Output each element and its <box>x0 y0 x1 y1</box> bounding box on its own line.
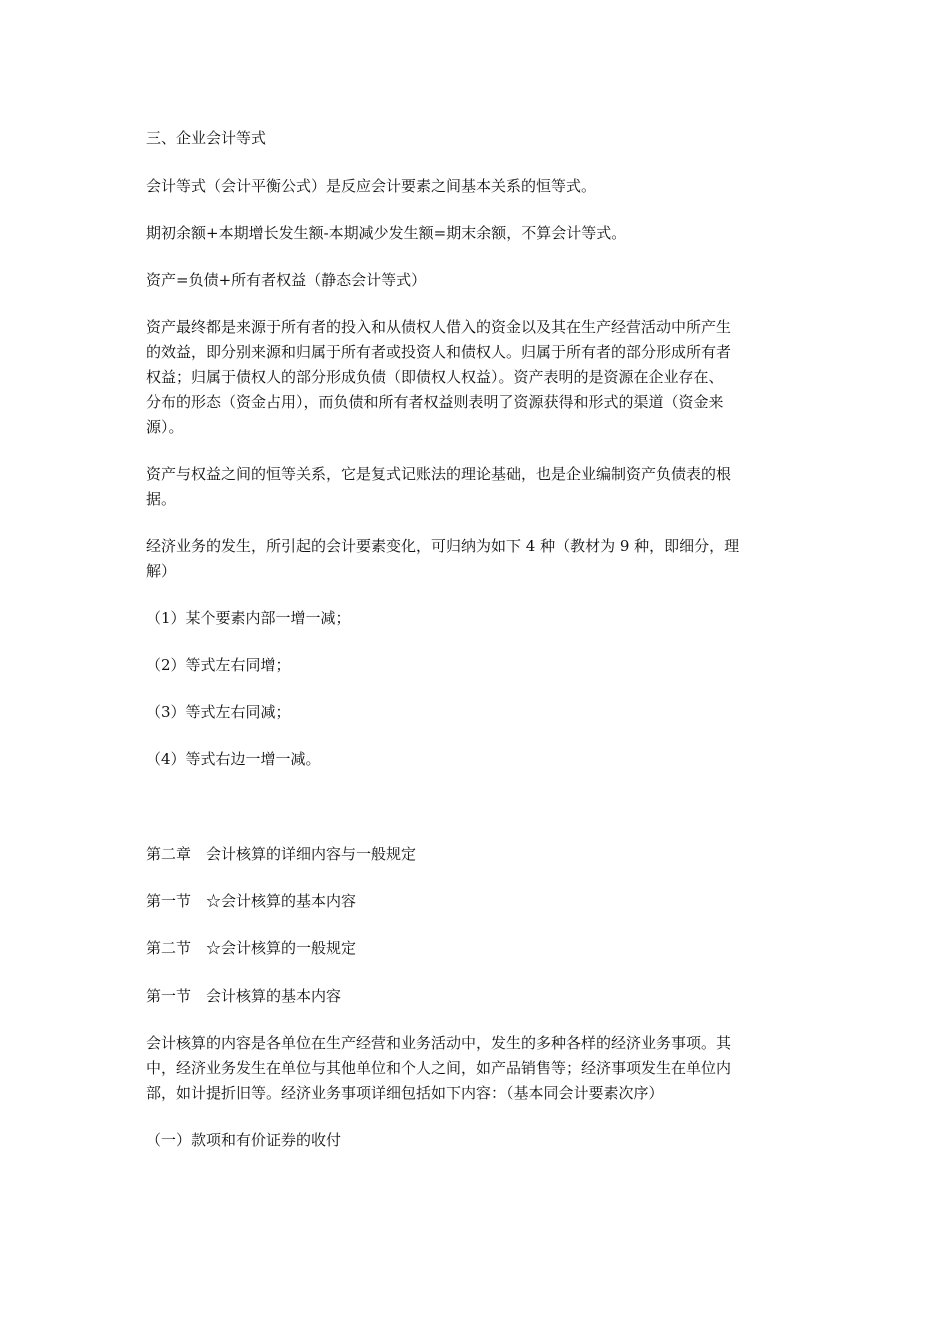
text-line: 的效益，即分别来源和归属于所有者或投资人和债权人。归属于所有者的部分形成所有者 <box>146 343 732 361</box>
text-line: 据。 <box>146 490 177 508</box>
text-line: 资产最终都是来源于所有者的投入和从债权人借入的资金以及其在生产经营活动中所产生 <box>146 318 732 336</box>
section-heading-starred: 第二节 ☆会计核算的一般规定 <box>146 939 357 957</box>
list-item: （3）等式左右同减； <box>146 703 291 721</box>
text-line: 中，经济业务发生在单位与其他单位和个人之间，如产品销售等；经济事项发生在单位内 <box>146 1059 732 1077</box>
paragraph-balance-formula: 期初余额+本期增长发生额-本期减少发生额=期末余额，不算会计等式。 <box>146 224 627 242</box>
section-heading-accounting-equation: 三、企业会计等式 <box>146 129 267 147</box>
paragraph-equation-definition: 会计等式（会计平衡公式）是反应会计要素之间基本关系的恒等式。 <box>146 177 597 195</box>
text-line: 解） <box>146 562 177 580</box>
section-heading: 第一节 会计核算的基本内容 <box>146 987 342 1005</box>
text-line: 会计核算的内容是各单位在生产经营和业务活动中，发生的多种各样的经济业务事项。其 <box>146 1034 732 1052</box>
list-item: （2）等式左右同增； <box>146 656 291 674</box>
text-line: 源）。 <box>146 418 184 436</box>
text-line: 权益；归属于债权人的部分形成负债（即债权人权益）。资产表明的是资源在企业存在、 <box>146 368 724 386</box>
subsection-heading: （一）款项和有价证券的收付 <box>146 1131 342 1149</box>
list-item: （1）某个要素内部一增一减； <box>146 609 351 627</box>
text-line: 资产与权益之间的恒等关系，它是复式记账法的理论基础，也是企业编制资产负债表的根 <box>146 465 732 483</box>
text-line: 分布的形态（资金占用），而负债和所有者权益则表明了资源获得和形式的渠道（资金来 <box>146 393 724 411</box>
chapter-heading: 第二章 会计核算的详细内容与一般规定 <box>146 845 417 863</box>
paragraph-static-equation: 资产=负债+所有者权益（静态会计等式） <box>146 271 427 289</box>
list-item: （4）等式右边一增一减。 <box>146 750 321 768</box>
section-heading-starred: 第一节 ☆会计核算的基本内容 <box>146 892 357 910</box>
text-line: 经济业务的发生，所引起的会计要素变化，可归纳为如下 4 种（教材为 9 种，即细分，理 <box>146 537 740 555</box>
text-line: 部，如计提折旧等。经济业务事项详细包括如下内容：（基本同会计要素次序） <box>146 1084 664 1102</box>
